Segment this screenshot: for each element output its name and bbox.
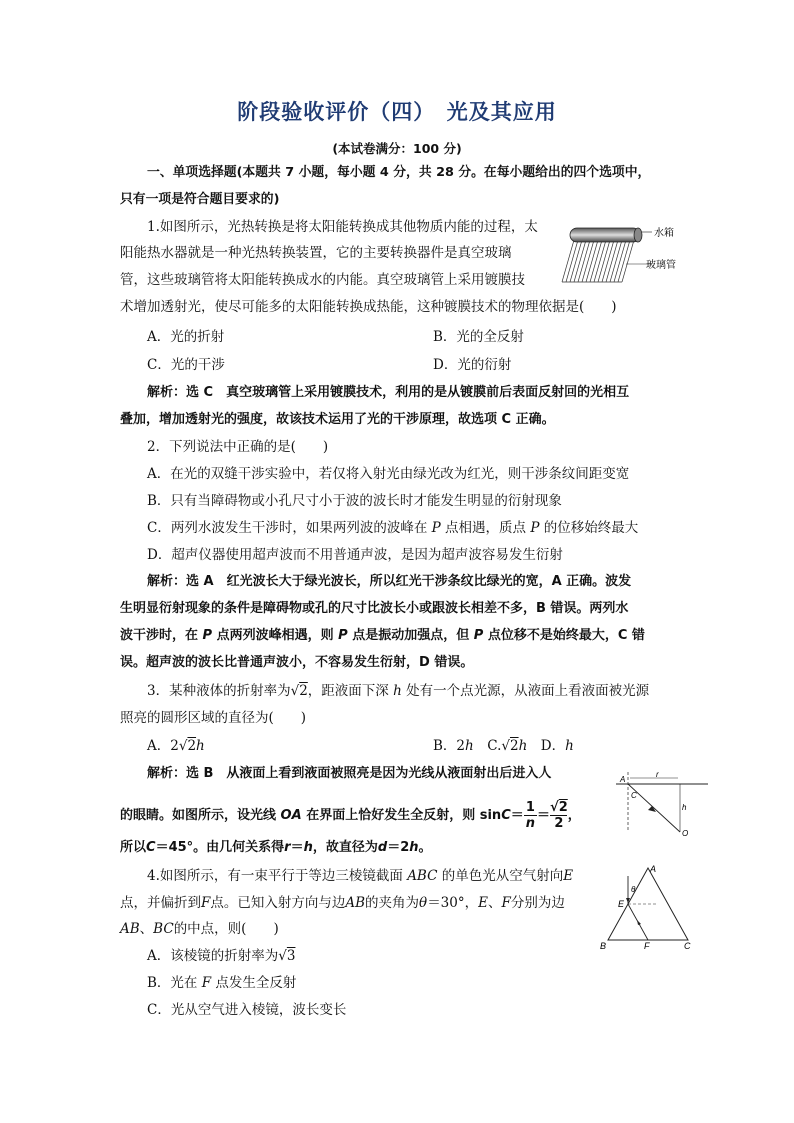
fig3-label-h: h: [682, 803, 687, 812]
total-reflection-figure: [612, 770, 712, 840]
fig4-label-e: E: [618, 899, 625, 909]
q3-line1: 3．某种液体的折射率为√2，距液面下深 h 处有一个点光源，从液面上看液面被光源: [147, 683, 650, 699]
q4-line1: 4.如图所示，有一束平行于等边三棱镜截面 ABC 的单色光从空气射向E: [147, 868, 574, 884]
q2-option-b: B．只有当障碍物或小孔尺寸小于波的波长时才能发生明显的衍射现象: [147, 493, 562, 509]
q2-stem: 2．下列说法中正确的是( ): [147, 439, 329, 455]
q1-line3: 管，这些玻璃管将太阳能转换成水的内能。真空玻璃管上采用镀膜技: [120, 272, 525, 288]
q3-line2: 照亮的圆形区域的直径为( ): [120, 710, 307, 726]
q2-solution-line4: 误。超声波的波长比普通声波小，不容易发生衍射，D 错误。: [120, 655, 474, 670]
prism-figure: [598, 862, 698, 952]
section-heading-line2: 只有一项是符合题目要求的): [120, 192, 280, 207]
fig4-label-a: A: [650, 864, 657, 874]
q1-solution-line2: 叠加，增加透射光的强度，故该技术运用了光的干涉原理，故选项 C 正确。: [120, 412, 555, 427]
q4-option-c: C．光从空气进入棱镜，波长变长: [147, 1002, 347, 1018]
fig4-label-theta: θ: [631, 885, 636, 894]
fig-label-glass-tube: 玻璃管: [646, 260, 676, 271]
q2-option-a: A．在光的双缝干涉实验中，若仅将入射光由绿光改为红光，则干涉条纹间距变宽: [147, 466, 630, 482]
q2-solution-line1: 解析：选 A 红光波长大于绿光波长，所以红光干涉条纹比绿光的宽，A 正确。波发: [147, 574, 632, 589]
q1-option-d: D．光的衍射: [433, 357, 512, 373]
q4-option-a: A．该棱镜的折射率为√3: [147, 948, 296, 964]
q1-option-a: A．光的折射: [147, 329, 225, 345]
q1-solution-line1: 解析：选 C 真空玻璃管上采用镀膜技术，利用的是从镀膜前后表面反射回的光相互: [147, 385, 630, 400]
fig3-label-r: r: [656, 770, 659, 779]
fig4-label-b: B: [600, 941, 607, 951]
page-subtitle: (本试卷满分：100 分): [332, 141, 462, 156]
fig3-label-c: C: [631, 791, 637, 800]
section-heading-line1: 一、单项选择题(本题共 7 小题，每小题 4 分，共 28 分。在每小题给出的四个选项中，: [147, 165, 651, 180]
fig3-label-o: O: [682, 829, 689, 838]
q1-line1: 1.如图所示，光热转换是将太阳能转换成其他物质内能的过程，太: [147, 219, 538, 235]
q4-line2: 点，并偏折到F点。已知入射方向与边AB的夹角为θ＝30°，E、F分别为边: [120, 895, 565, 911]
fig4-label-f: F: [644, 941, 650, 951]
q1-line2: 阳能热水器就是一种光热转换装置，它的主要转换器件是真空玻璃: [120, 245, 512, 261]
q3-solution-line2: 的眼睛。如图所示，设光线 OA 在界面上恰好发生全反射，则 $\sin C=\frac{1}{n}=√2$ 2，: [120, 800, 581, 831]
fig4-label-c: C: [684, 941, 691, 951]
q4-line3: AB、BC的中点，则( ): [120, 921, 279, 937]
fig-label-water-tank: 水箱: [654, 228, 674, 239]
q1-option-c: C．光的干涉: [147, 357, 225, 373]
q3-option-a: A．2√2h: [147, 738, 205, 754]
fig3-label-a: A: [620, 775, 626, 784]
q2-option-d: D．超声仪器使用超声波而不用普通声波，是因为超声波容易发生衍射: [147, 547, 563, 563]
q2-option-c: C．两列水波发生干涉时，如果两列波的波峰在 P 点相遇，质点 P 的位移始终最大: [147, 520, 639, 536]
q3-solution-line1: 解析：选 B 从液面上看到液面被照亮是因为光线从液面射出后进入人: [147, 766, 552, 781]
q1-line4: 术增加透射光，使尽可能多的太阳能转换成热能，这种镀膜技术的物理依据是( ): [120, 299, 617, 315]
q2-solution-line3: 波干涉时，在 P 点两列波峰相遇，则 P 点是振动加强点，但 P 点位移不是始终最大，C 错: [120, 628, 645, 643]
q3-solution-line3: 所以C＝45°。由几何关系得r＝h，故直径为d＝2h。: [120, 840, 432, 855]
page-title: 阶段验收评价（四） 光及其应用: [237, 100, 557, 124]
q2-solution-line2: 生明显衍射现象的条件是障碍物或孔的尺寸比波长小或跟波长相差不多，B 错误。两列水: [120, 601, 629, 616]
q4-option-b: B．光在 F 点发生全反射: [147, 975, 297, 991]
q1-option-b: B．光的全反射: [433, 329, 524, 345]
q3-options-bcd: B．2h C.√2h D．h: [433, 738, 574, 754]
solar-water-heater-figure: [560, 220, 690, 290]
